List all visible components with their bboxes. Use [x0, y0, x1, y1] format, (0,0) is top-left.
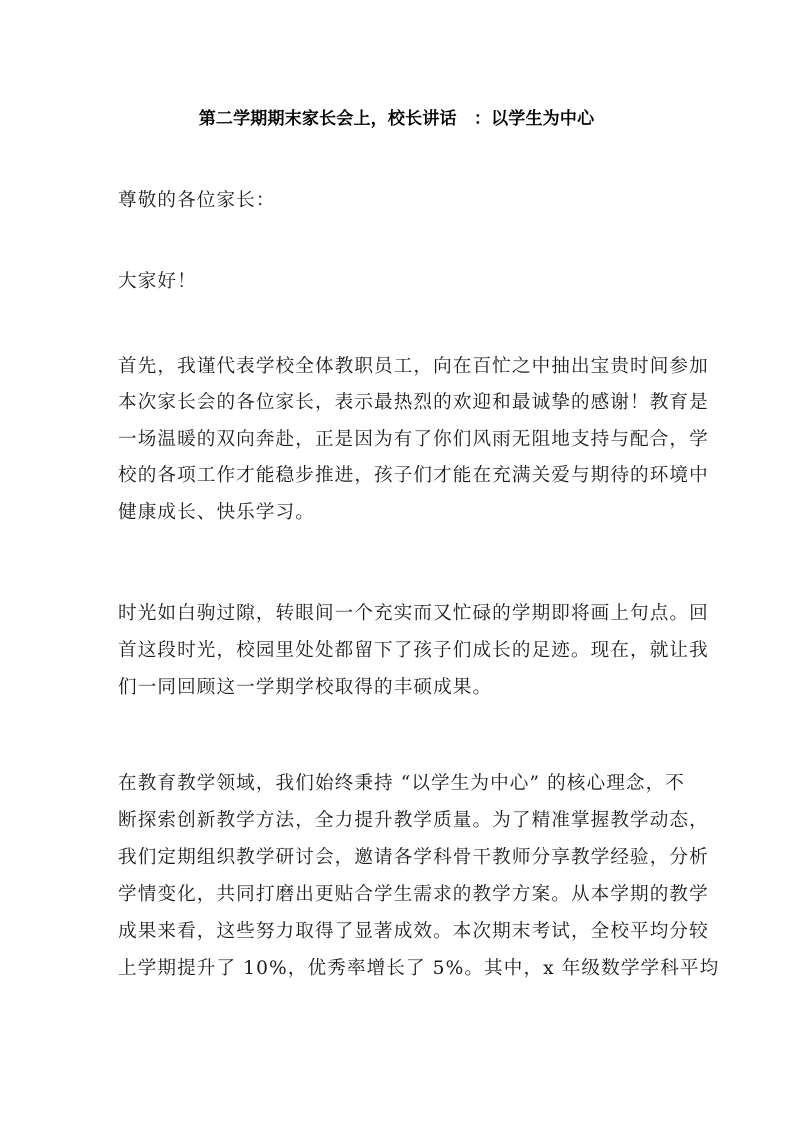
paragraph-line: 学情变化，共同打磨出更贴合学生需求的教学方案。从本学期的教学 [118, 884, 709, 905]
salutation: 尊敬的各位家长： [118, 190, 276, 211]
paragraph-line: 我们定期组织教学研讨会，邀请各学科骨干教师分享教学经验，分析 [118, 847, 709, 868]
document-title: 第二学期期末家长会上，校长讲话 ：以学生为中心 [198, 109, 595, 129]
paragraph-line: 在教育教学领域，我们始终秉持 “以学生为中心” 的核心理念，不 [118, 773, 685, 794]
paragraph-line: 断探索创新教学方法，全力提升教学质量。为了精准掌握教学动态， [118, 810, 709, 831]
paragraph-line: 校的各项工作才能稳步推进，孩子们才能在充满关爱与期待的环境中 [118, 465, 709, 486]
paragraph-line: 们一同回顾这一学期学校取得的丰硕成果。 [118, 677, 493, 698]
paragraph-line: 本次家长会的各位家长，表示最热烈的欢迎和最诚挚的感谢！教育是 [118, 392, 709, 413]
paragraph-line: 成果来看，这些努力取得了显著成效。本次期末考试，全校平均分较 [118, 921, 709, 942]
paragraph-line: 首先，我谨代表学校全体教职员工，向在百忙之中抽出宝贵时间参加 [118, 356, 709, 377]
paragraph-line: 首这段时光，校园里处处都留下了孩子们成长的足迹。现在，就让我 [118, 640, 709, 661]
paragraph-line: 上学期提升了 10%，优秀率增长了 5%。其中，x 年级数学学科平均 [118, 958, 720, 979]
greeting: 大家好！ [118, 271, 197, 292]
paragraph-line: 健康成长、快乐学习。 [118, 502, 315, 523]
paragraph-line: 时光如白驹过隙，转眼间一个充实而又忙碌的学期即将画上句点。回 [118, 603, 709, 624]
paragraph-line: 一场温暖的双向奔赴，正是因为有了你们风雨无阻地支持与配合，学 [118, 429, 709, 450]
